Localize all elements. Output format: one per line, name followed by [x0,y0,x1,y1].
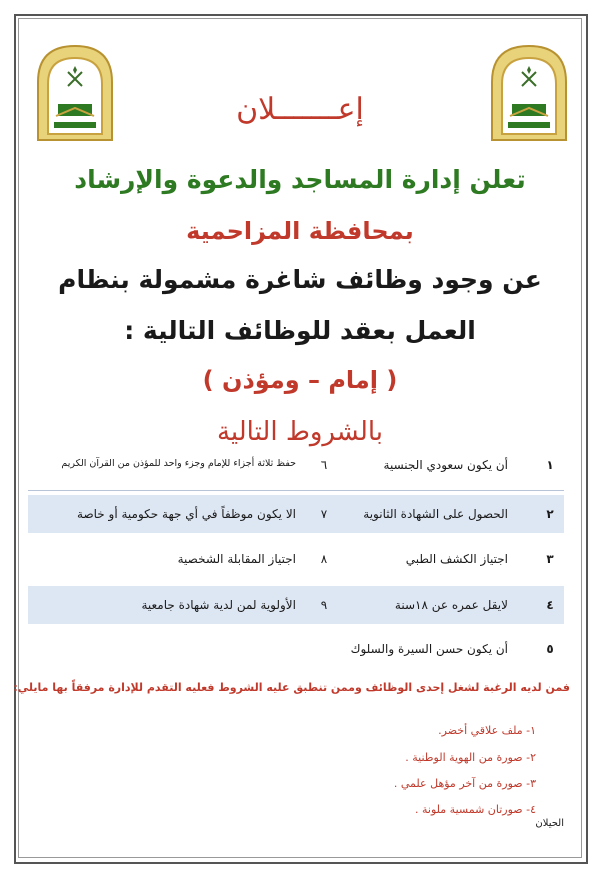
row-divider [28,490,564,491]
condition-text: أن يكون حسن السيرة والسلوك [350,642,508,656]
required-document: ١- ملف علاقي أخضر. [438,724,536,737]
condition-number: ١ [546,458,554,472]
condition-number: ٦ [320,458,328,472]
condition-number: ٥ [546,642,554,656]
required-document: ٣- صورة من آخر مؤهل علمي . [393,777,536,790]
condition-number: ٤ [546,598,554,612]
announcement-title: إعـــــــلان [236,92,364,127]
condition-text: اجتياز المقابلة الشخصية [177,552,296,566]
conditions-heading: بالشروط التالية [216,417,384,447]
heading-line-4: العمل بعقد للوظائف التالية : [124,316,476,345]
application-intro: فمن لديه الرغبة لشغل إحدى الوظائف وممن تنطبق عليه الشروط فعليه التقدم للإدارة مرفقاً بها مايلي: [13,681,570,694]
condition-number: ٣ [546,552,554,566]
condition-row [28,630,564,668]
condition-number: ٧ [320,507,328,521]
heading-line-1: تعلن إدارة المساجد والدعوة والإرشاد [74,165,526,194]
condition-text: الا يكون موظفاً في أي جهة حكومية أو خاصة [77,507,296,521]
condition-text: الأولوية لمن لدية شهادة جامعية [141,598,296,612]
required-document: ٢- صورة من الهوية الوطنية . [405,751,536,764]
condition-row [28,446,564,484]
condition-number: ٢ [546,507,554,521]
positions-line: ( إمام – ومؤذن ) [202,366,398,394]
condition-text: حفظ ثلاثة أجزاء للإمام وجزء واحد للمؤذن من القرآن الكريم [61,458,296,469]
condition-row [28,586,564,624]
condition-text: أن يكون سعودي الجنسية [383,458,508,472]
condition-number: ٨ [320,552,328,566]
heading-line-2: بمحافظة المزاحمية [186,217,414,245]
condition-text: لايقل عمره عن ١٨سنة [394,598,508,612]
condition-row [28,540,564,578]
heading-line-3: عن وجود وظائف شاغرة مشمولة بنظام [58,265,542,294]
condition-row [28,495,564,533]
condition-text: اجتياز الكشف الطبي [405,552,508,566]
required-document: ٤- صورتان شمسية ملونة . [415,803,536,816]
condition-text: الحصول على الشهادة الثانوية [363,507,508,521]
footer-signature: الحيلان [535,818,564,829]
condition-number: ٩ [320,598,328,612]
